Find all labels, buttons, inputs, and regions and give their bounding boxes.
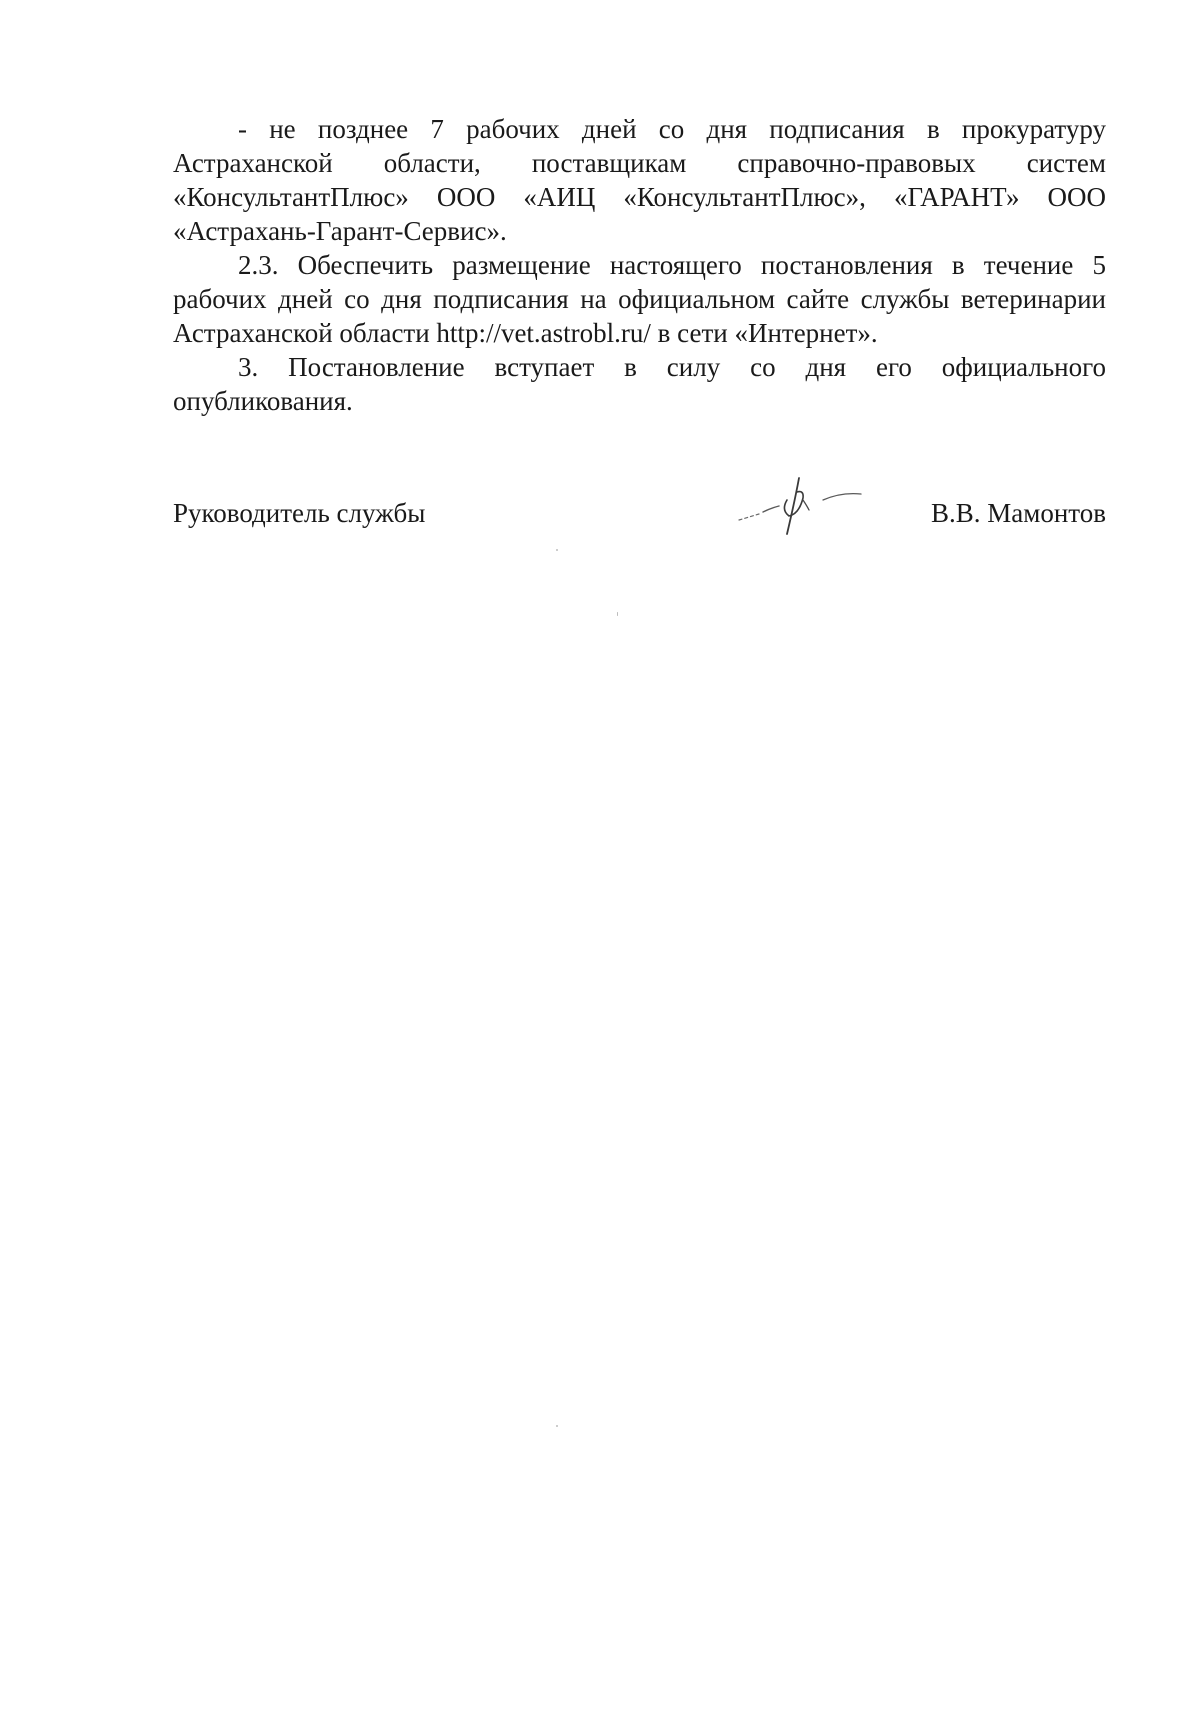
signatory-position: Руководитель службы [173, 498, 426, 528]
paragraph-website-publication: 2.3. Обеспечить размещение настоящего постановления в течение 5 рабочих дней со дня подписания на официальном сайте службы ветеринарии Астраханской области http://vet.astrobl.ru/ в сети «Интернет». [173, 250, 1106, 348]
scan-speck [556, 1425, 558, 1427]
paragraph-delivery-deadline: - не позднее 7 рабочих дней со дня подписания в прокуратуру Астраханской области, поставщикам справочно-правовых систем «КонсультантПлюс» ООО «АИЦ «КонсультантПлюс», «ГАРАНТ» ООО «Астрахань-Гарант-Сервис». [173, 114, 1106, 246]
signature-block [173, 496, 1106, 556]
handwritten-signature [737, 470, 867, 540]
paragraph-entry-into-force: 3. Постановление вступает в силу со дня его официального опубликования. [173, 352, 1106, 416]
scan-speck [556, 549, 558, 551]
document-body [173, 112, 1106, 418]
signatory-name: В.В. Мамонтов [931, 498, 1106, 528]
scan-speck [617, 612, 618, 616]
